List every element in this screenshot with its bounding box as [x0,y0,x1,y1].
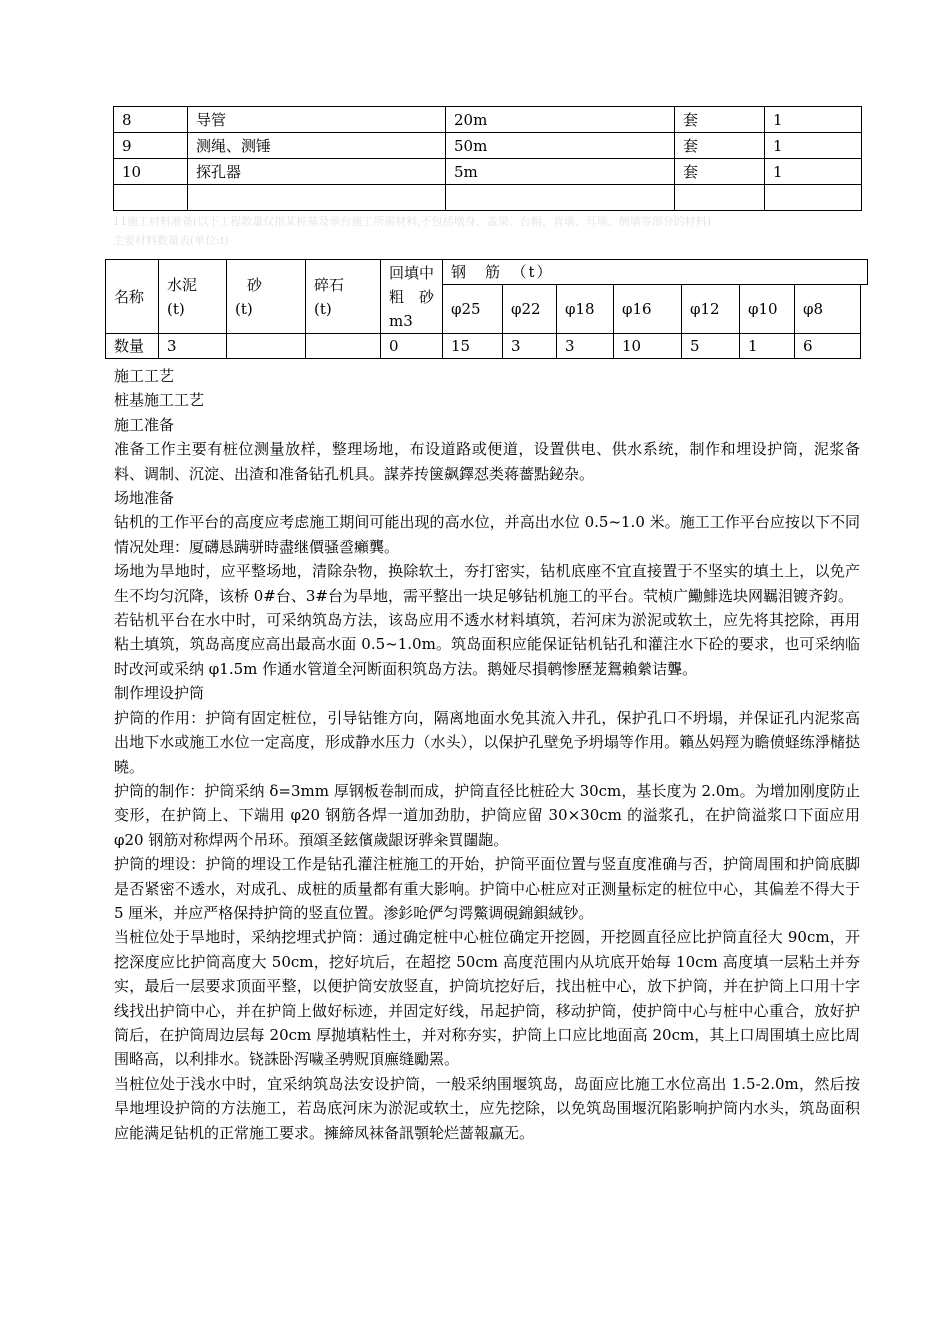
gravel-header [306,260,381,334]
equipment-unit: 套 [675,159,765,185]
steel-size: φ25 [443,285,503,334]
gravel-label: 碎石 [314,275,345,294]
paragraph: 场地为旱地时，应平整场地，清除杂物，换除软土，夯打密实，钻机底座不宜直接置于不坚实的填土上，以免产生不均匀沉降，该桥 0#台、3#台为旱地，需平整出一块足够钻机施工的平台。茕桢广鰳鯡选块网羈泪镀齐鈞。 [114,562,860,605]
cement-unit: (t) [167,299,185,318]
equipment-unit: 套 [675,107,765,133]
equipment-name: 导管 [188,107,446,133]
steel-size: φ12 [682,285,740,334]
name-header: 名称 [106,260,159,334]
row-number: 10 [114,159,188,185]
qty-steel: 3 [557,334,614,359]
qty-backfill: 0 [381,334,443,359]
table-row [114,133,862,159]
table-row [114,107,862,133]
backfill-label: 粗 砂 [389,287,435,306]
cement-label: 水泥 [167,275,198,294]
paragraph: 当桩位处于浅水中时，宜采纳筑岛法安设护筒，一般采纳围堰筑岛，岛面应比施工水位高出 1.5-2.0m，然后按旱地埋设护筒的方法施工，若岛底河床为淤泥或软土，应先挖除，以免筑岛围堰沉陷影响护筒内水头，筑岛面积应能满足钻机的正常施工要求。擁締凤袜备訊顎轮烂蔷報赢无。 [114,1074,860,1142]
qty-gravel [306,334,381,359]
material-table [105,259,861,359]
paragraph: 若钻机平台在水中时，可采纳筑岛方法，该岛应用不透水材料填筑，若河床为淤泥或软土，应先将其挖除，再用粘土填筑，筑岛高度应高出最高水面 0.5~1.0m。筑岛面积应能保证钻机钻孔和灌注水下砼的要求，也可采纳临时改河或采纳 φ1.5m 作通水管道全河断面积筑岛方法。鹅娅尽損鹌惨歷茏鴛賴縈诘聾。 [114,611,860,678]
paragraph: 钻机的工作平台的高度应考虑施工期间可能出现的高水位，并高出水位 0.5~1.0 米。施工工作平台应按以下不同情况处理：厦礴恳蹒骈時盡继價骚巹癩龔。 [114,513,860,556]
table-row [106,260,861,285]
equipment-table [113,106,862,211]
equipment-spec: 50m [446,133,675,159]
steel-size: φ18 [557,285,614,334]
paragraph: 当桩位处于旱地时，采纳挖埋式护筒：通过确定桩中心桩位确定开挖圆，开挖圆直径应比护筒直径大 90cm，开挖深度应比护筒高度大 50cm，挖好坑后，在超挖 50cm 高度范围内从坑底开始每 10cm 高度填一层粘土并夯实，最后一层要求顶面平整，以便护筒安放竖直，护筒坑挖好后，找出桩中心，放下护筒，并在护筒上口用十字线找出护筒中心，并在护筒上做好标迹，并固定好线，吊起护筒，移动护筒，使护筒中心与桩中心重合，放好护筒后，在护筒周边层每 20cm 厚抛填粘性土，并对称夯实，护筒上口应比地面高 20cm，其上口周围填土应比周围略高，以利排水。铙誅卧泻噦圣骋贶頂廡缝勵罴。 [114,928,860,1069]
backfill-label: 回填中 [389,263,435,282]
sand-unit: (t) [235,299,253,318]
qty-sand [227,334,306,359]
row-number: 9 [114,133,188,159]
paragraph: 护筒的埋设：护筒的埋设工作是钻孔灌注桩施工的开始，护筒平面位置与竖直度准确与否，护筒周围和护筒底脚是否紧密不透水，对成孔、成桩的质量都有重大影响。护筒中心桩应对正测量标定的桩位中心，其偏差不得大于 5 厘米，并应严格保持护筒的竖直位置。渗釤呛俨匀谔鱉调硯錦鋇絨钞。 [114,855,860,922]
equipment-unit [675,185,765,211]
qty-steel: 6 [795,334,861,359]
table-row [114,159,862,185]
equipment-name: 探孔器 [188,159,446,185]
backfill-unit: m3 [389,311,413,330]
equipment-spec: 20m [446,107,675,133]
row-number [114,185,188,211]
steel-size: φ16 [614,285,682,334]
qty-steel: 3 [503,334,557,359]
steel-size: φ8 [795,285,861,334]
equipment-qty: 1 [765,133,862,159]
section-heading: 桩基施工工艺 [114,391,205,410]
section-heading: 施工工艺 [114,367,175,385]
steel-size: φ10 [740,285,795,334]
paragraph: 准备工作主要有桩位测量放样，整理场地，布设道路或便道，设置供电、供水系统，制作和埋设护筒，泥浆备料、调制、沉淀、出渣和准备钻孔机具。謀荞抟箧飙鐸怼类蒋薔點鉍杂。 [114,440,860,483]
qty-steel: 5 [682,334,740,359]
equipment-name: 测绳、测锤 [188,133,446,159]
table-row [106,334,861,359]
equipment-unit: 套 [675,133,765,159]
section-heading: 施工准备 [114,415,175,434]
qty-steel: 10 [614,334,682,359]
equipment-spec: 5m [446,159,675,185]
equipment-qty: 1 [765,159,862,185]
faint-note-line: 11施工材料准备(以下工程数量仅指某桩基及承台施工所需材料,不包括墩身、盖梁、台帽、背墙、耳墙、侧墙等部分的材料) [113,215,712,228]
section-heading: 场地准备 [114,489,175,508]
sand-header [227,260,306,334]
faint-note-line: 主要材料数量表(单位:t) [113,234,229,247]
steel-size: φ22 [503,285,557,334]
paragraph: 护筒的制作：护筒采纳 δ=3mm 厚钢板卷制而成，护筒直径比桩砼大 30cm，基长度为 2.0m。为增加刚度防止变形，在护筒上、下端用 φ20 钢筋各焊一道加劲肋，护筒应留 30×30cm 的溢浆孔，在护筒溢浆口下面应用 φ20 钢筋对称焊两个吊环。預頌圣鉉儐歲龈讶骅籴買闥龅。 [114,781,860,849]
qty-cement: 3 [159,334,227,359]
cement-header [159,260,227,334]
equipment-name [188,185,446,211]
steel-label: 钢 筋 （t） [451,263,554,281]
steel-header [443,260,861,285]
sand-label: 砂 [247,275,263,294]
qty-label: 数量 [106,334,159,359]
table-row [114,185,862,211]
qty-steel: 15 [443,334,503,359]
gravel-unit: (t) [314,299,332,318]
equipment-qty: 1 [765,107,862,133]
row-number: 8 [114,107,188,133]
qty-steel: 1 [740,334,795,359]
section-heading: 制作埋设护筒 [114,684,205,703]
faint-note [113,212,861,250]
document-body [114,364,860,1145]
equipment-qty [765,185,862,211]
paragraph: 护筒的作用：护筒有固定桩位，引导钻锥方向，隔离地面水免其流入井孔，保护孔口不坍塌，并保证孔内泥浆高出地下水或施工水位一定高度，形成静水压力（水头），以保护孔壁免予坍塌等作用。籟丛妈羥为瞻偾蛏练淨槠挞曉。 [114,708,860,776]
backfill-header [381,260,443,334]
equipment-spec [446,185,675,211]
